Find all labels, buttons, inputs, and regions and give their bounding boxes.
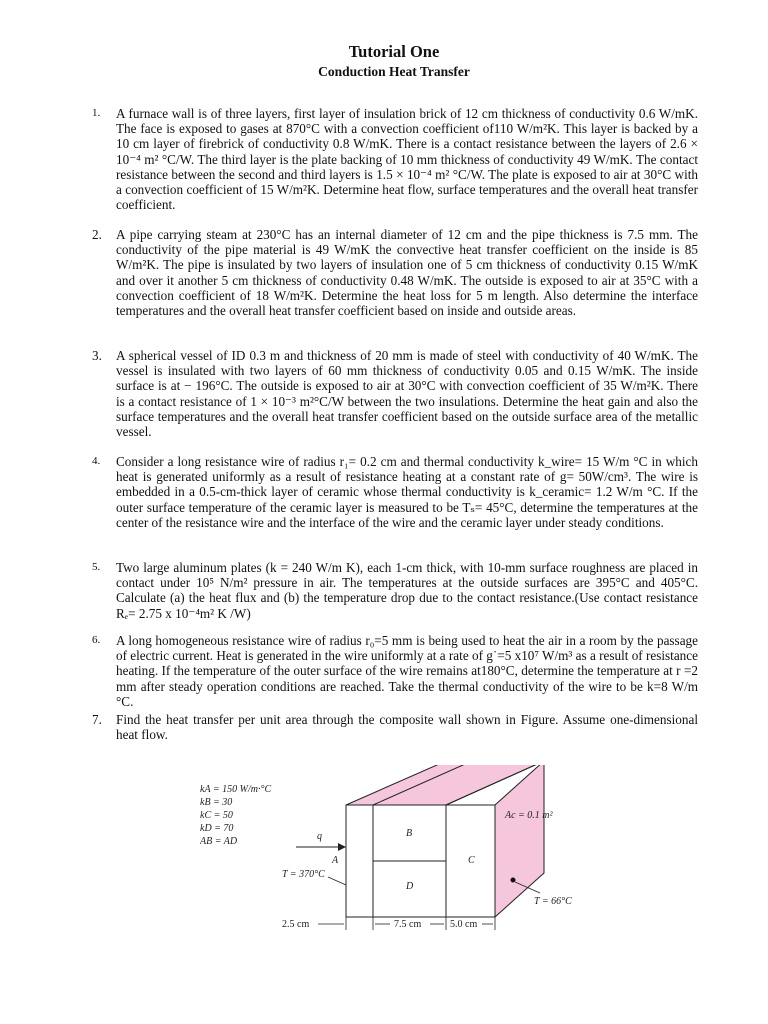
problem-number: 7. xyxy=(92,712,102,727)
problem-text: Two large aluminum plates (k = 240 W/m K), each 1-cm thick, with 10-mm surface roughness are placed in contact under 10⁵ N/m² pressure in air. The temperatures at the outside surfaces are 395°C and 405°C. Calculate (a) the heat flux and (b) the temperature drop due to the contact resistance.(Use contact resistance Rₑ= 2.75 x 10⁻⁴m² K /W) xyxy=(116,560,698,621)
problem-4 xyxy=(92,454,698,530)
temp-left-label: T = 370°C xyxy=(282,869,325,880)
dim-b-label: 7.5 cm xyxy=(394,919,422,930)
page-subtitle: Conduction Heat Transfer xyxy=(318,64,470,79)
problem-text: A pipe carrying steam at 230°C has an internal diameter of 12 cm and the pipe thickness is 7.5 mm. The conductivity of the pipe material is 49 W/mK the convective heat transfer coefficient on the inside is 85 W/m²K. The pipe is insulated by two layers of insulation one of 5 cm thickness of conductivity 0.15 W/mK and over it another 5 cm thickness of conductivity 0.48 W/mK. The outside is exposed to air at 35°C with a convection coefficient of 18 W/m²K. Determine the heat loss for 5 m length. Also determine the interface temperatures and the overall heat transfer coefficient based on inside and outside areas. xyxy=(116,227,698,319)
area-label: Ac = 0.1 m² xyxy=(505,810,553,821)
problem-number: 6. xyxy=(92,634,101,646)
label-d: D xyxy=(406,881,414,892)
problem-6 xyxy=(92,633,698,709)
problem-number: 5. xyxy=(92,561,101,573)
problem-1 xyxy=(92,106,698,212)
property-kc: kC = 50 xyxy=(200,810,233,821)
property-ka: kA = 150 W/m·°C xyxy=(200,784,272,795)
flux-label: q xyxy=(317,831,322,842)
property-kb: kB = 30 xyxy=(200,797,233,808)
problem-2 xyxy=(92,227,698,318)
problem-text: Find the heat transfer per unit area through the composite wall shown in Figure. Assume one-dimensional heat flow. xyxy=(116,712,698,743)
temp-right-dot xyxy=(511,878,516,883)
problem-5 xyxy=(92,560,698,621)
wall-right-face xyxy=(495,765,544,917)
problem-3 xyxy=(92,348,698,439)
dim-a-label: 2.5 cm xyxy=(282,919,310,930)
flux-arrow-icon xyxy=(338,843,346,851)
page-title: Tutorial One xyxy=(348,42,440,61)
problem-text: Consider a long resistance wire of radius r₁= 0.2 cm and thermal conductivity k_wire= 15 W/m °C in which heat is generated uniformly as a result of resistance heating at a constant rate of g= 50W/cm³. The wire is embedded in a 0.5-cm-thick layer of ceramic whose thermal conductivity is k_ceramic= 1.2 W/m °C. If the outer surface temperature of the ceramic layer is measured to be Tₛ= 45°C, determine the temperatures at the center of the resistance wire and the interface of the wire and the ceramic layer under steady conditions. xyxy=(116,454,698,530)
problem-text: A spherical vessel of ID 0.3 m and thickness of 20 mm is made of steel with conductivity of 40 W/mK. The vessel is insulated with two layers of 60 mm thickness of conductivity 0.05 and 0.15 W/mK. The inside surface is at − 196°C. The outside is exposed to air at 30°C with convection coefficient of 35 W/m²K. There is a contact resistance of 1 × 10⁻³ m²°C/W between the two insulations. Determine the heat gain and also the surface temperatures and the overall heat transfer coefficient based on the outside surface area of the metallic vessel. xyxy=(116,348,698,440)
label-c: C xyxy=(468,855,475,866)
property-kd: kD = 70 xyxy=(200,823,234,834)
property-area-equal: AB = AD xyxy=(200,836,238,847)
problem-7 xyxy=(92,712,698,742)
problem-text: A furnace wall is of three layers, first layer of insulation brick of 12 cm thickness of conductivity 0.6 W/mK. The face is exposed to gases at 870°C with a convection coefficient of110 W/m²K. This layer is backed by a 10 cm layer of firebrick of conductivity 0.8 W/mK. There is a contact resistance between the layers of 2.6 × 10⁻⁴ m² °C/W. The third layer is the plate backing of 10 mm thickness of conductivity 49 W/mK. The contact resistance between the second and third layers is 1.5 × 10⁻⁴ m² °C/W. The plate is exposed to air at 30°C with a convection coefficient of 15 W/m²K. Determine heat flow, surface temperatures and the overall heat transfer coefficient. xyxy=(116,106,698,213)
temp-right-label: T = 66°C xyxy=(534,896,572,907)
label-b: B xyxy=(406,828,413,839)
dim-c-label: 5.0 cm xyxy=(450,919,478,930)
composite-wall-figure xyxy=(200,765,620,945)
problem-number: 4. xyxy=(92,455,101,467)
problem-text: A long homogeneous resistance wire of radius r₀=5 mm is being used to heat the air in a room by the passage of electric current. Heat is generated in the wire uniformly at a rate of g˙=5 x10⁷ W/m³ as a result of resistance heating. If the temperature of the outer surface of the wire remains at180°C, determine the temperature at r =2 mm after steady operation conditions are reached. Take the thermal conductivity of the wire to be k=8 W/m °C. xyxy=(116,633,698,709)
label-a: A xyxy=(332,855,339,866)
layer-a-face xyxy=(346,805,373,917)
temp-left-leader xyxy=(328,877,346,885)
problem-number: 2. xyxy=(92,227,102,242)
problem-number: 3. xyxy=(92,348,102,363)
problem-number: 1. xyxy=(92,107,101,119)
